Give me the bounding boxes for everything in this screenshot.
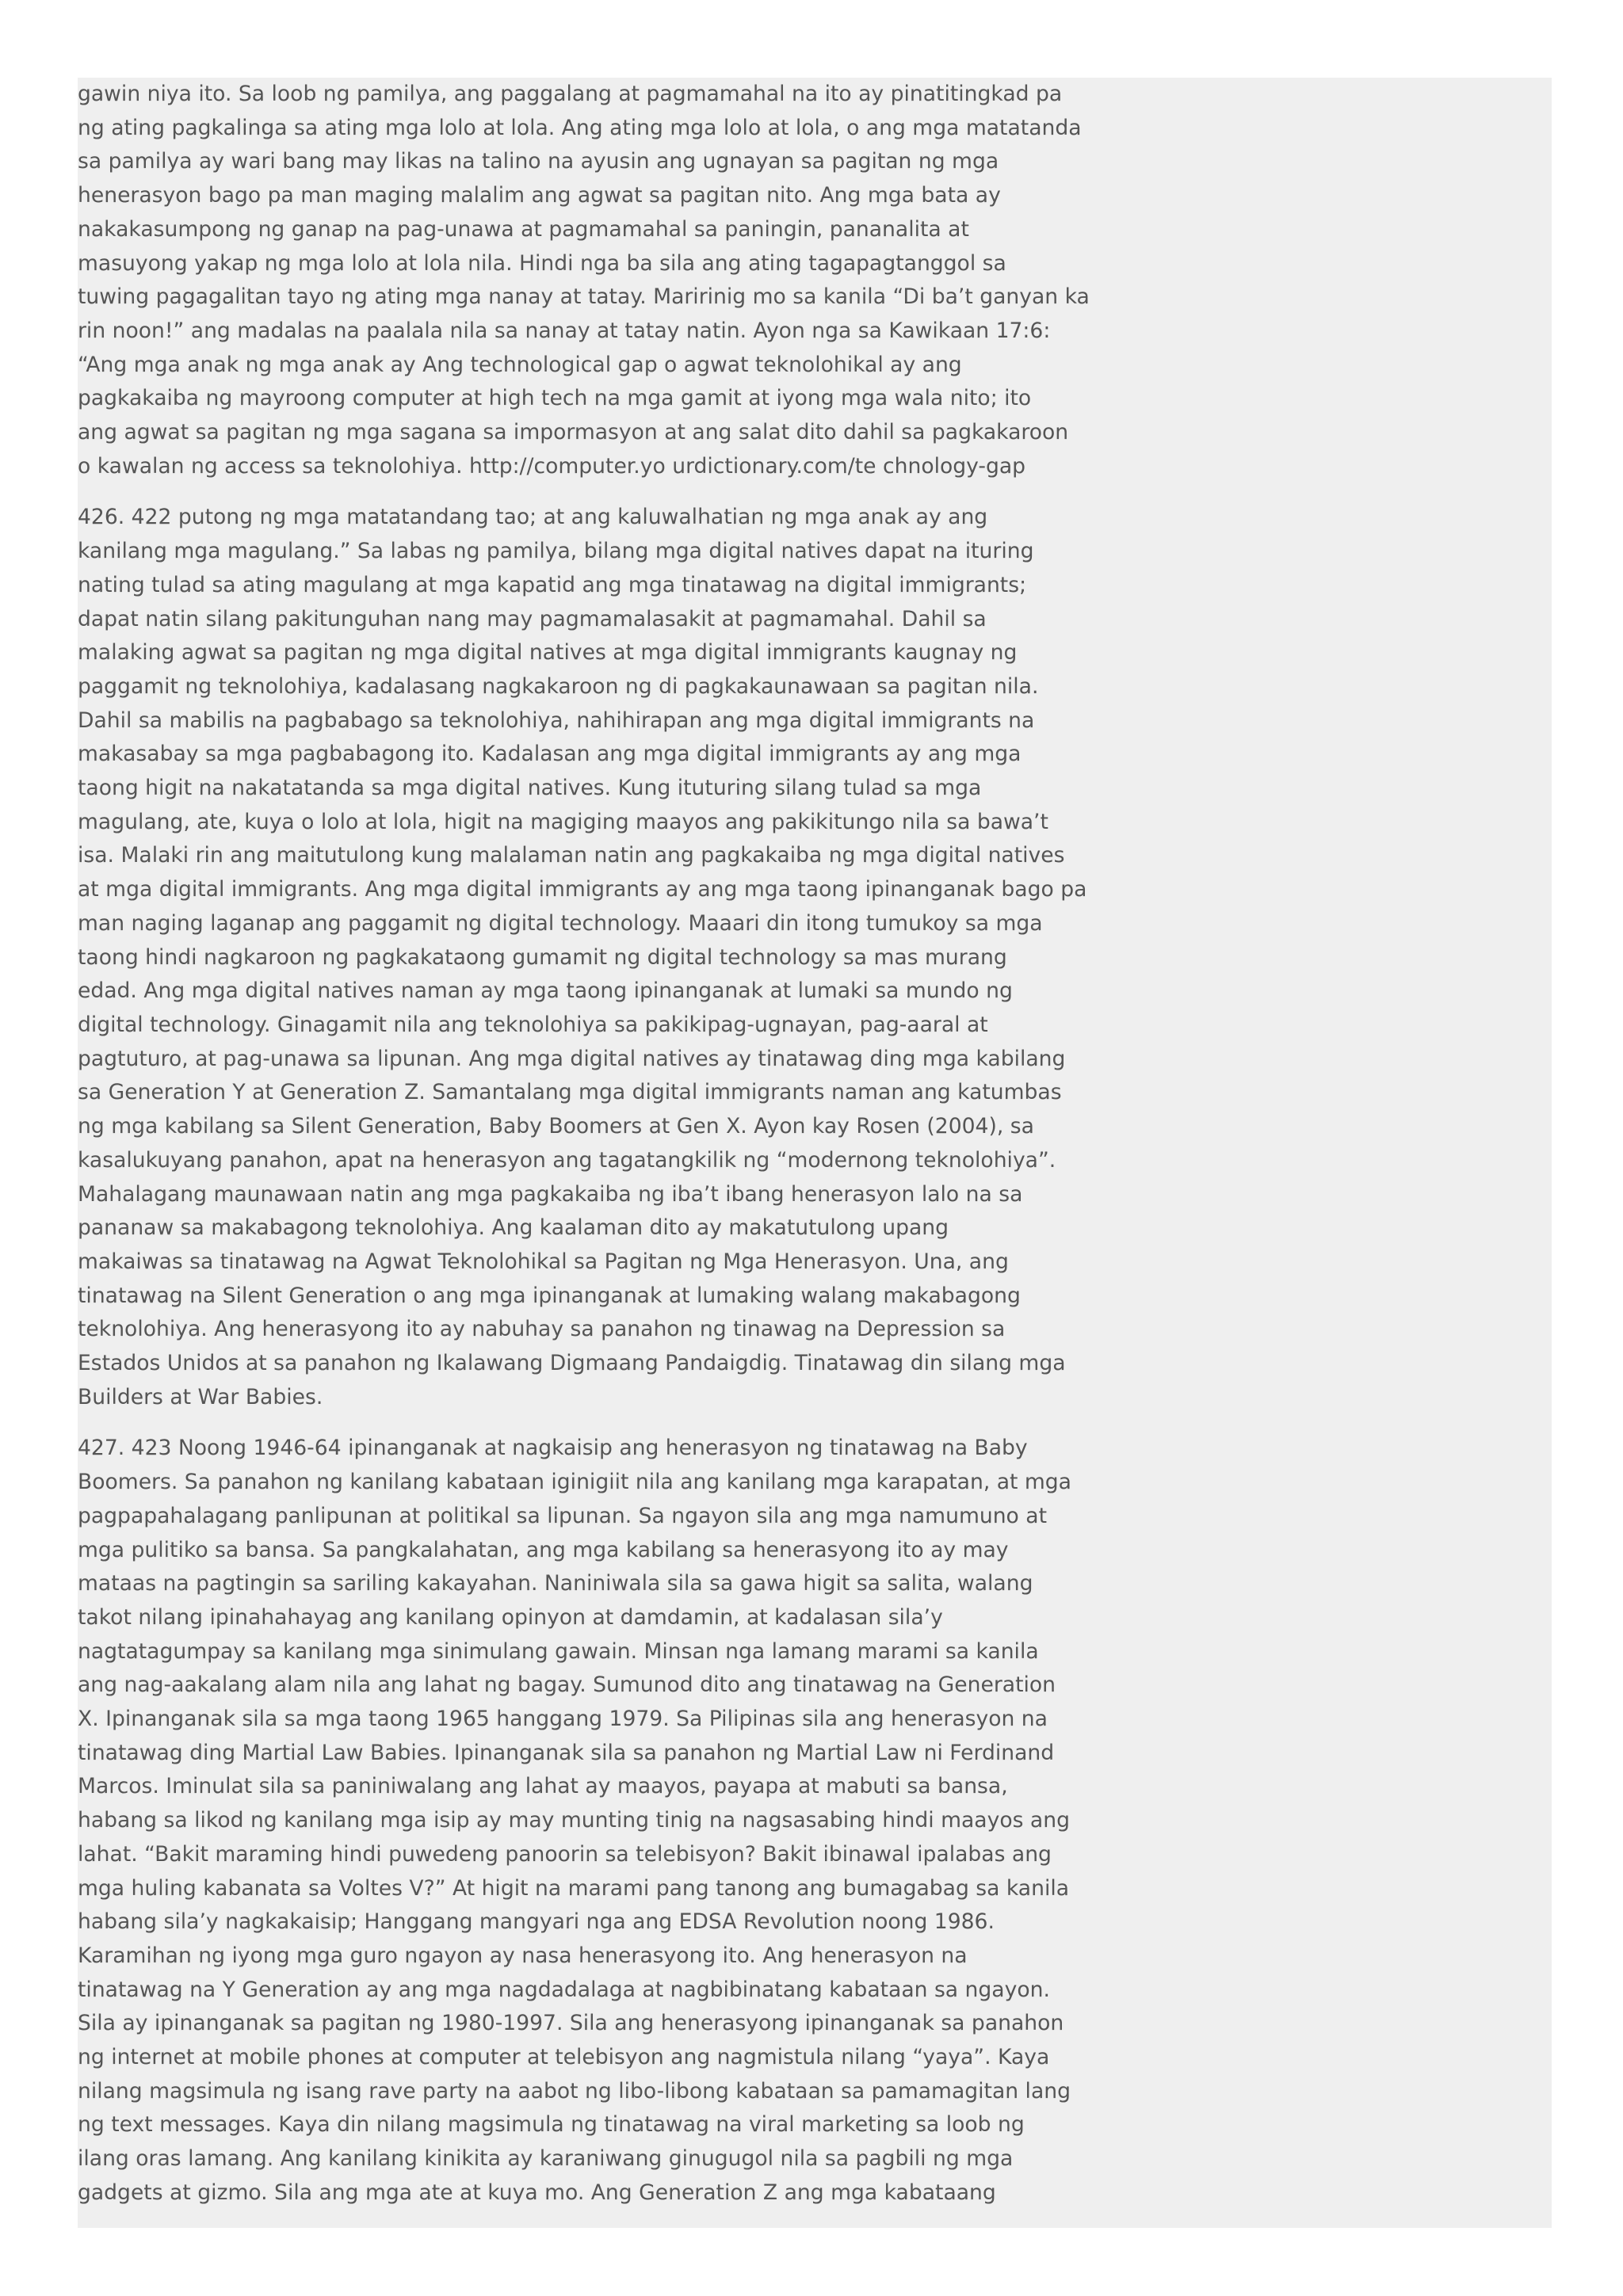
text-line: Sila ay ipinanganak sa pagitan ng 1980-1997. Sila ang henerasyong ipinanganak sa panahon <box>78 2011 1064 2036</box>
text-line: habang sila’y nagkakaisip; Hanggang mangyari nga ang EDSA Revolution noong 1986. <box>78 1909 995 1935</box>
text-line: o kawalan ng access sa teknolohiya. http://computer.yo urdictionary.com/te chnology-gap <box>78 453 1026 479</box>
text-line: masuyong yakap ng mga lolo at lola nila. Hindi nga ba sila ang ating tagapagtanggol sa <box>78 250 1006 276</box>
text-line: pagkakaiba ng mayroong computer at high tech na mga gamit at iyong mga wala nito; ito <box>78 386 1032 411</box>
text-line: dapat natin silang pakitunguhan nang may pagmamalasakit at pagmamahal. Dahil sa <box>78 606 987 631</box>
text-line: ilang oras lamang. Ang kanilang kinikita ay karaniwang ginugugol nila sa pagbili ng mga <box>78 2146 1014 2172</box>
text-line: mataas na pagtingin sa sariling kakayahan. Naniniwala sila sa gawa higit sa salita, walang <box>78 1571 1033 1596</box>
text-line: ng ating pagkalinga sa ating mga lolo at lola. Ang ating mga lolo at lola, o ang mga matatanda <box>78 115 1082 140</box>
text-line: makasabay sa mga pagbabagong ito. Kadalasan ang mga digital immigrants ay ang mga <box>78 742 1022 767</box>
document-body <box>78 78 1090 2228</box>
text-line: gadgets at gizmo. Sila ang mga ate at kuya mo. Ang Generation Z ang mga kabataang <box>78 2180 996 2205</box>
text-line: sa Generation Y at Generation Z. Samantalang mga digital immigrants naman ang katumbas <box>78 1080 1062 1105</box>
text-line: taong hindi nagkaroon ng pagkakataong gumamit ng digital technology sa mas murang <box>78 944 1007 970</box>
text-line: kanilang mga magulang.” Sa labas ng pamilya, bilang mga digital natives dapat na ituring <box>78 539 1034 564</box>
text-line: teknolohiya. Ang henerasyong ito ay nabuhay sa panahon ng tinawag na Depression sa <box>78 1317 1006 1342</box>
text-line: isa. Malaki rin ang maitutulong kung malalaman natin ang pagkakaiba ng mga digital natives <box>78 843 1065 868</box>
text-line: 426. 422 putong ng mga matatandang tao; at ang kaluwalhatian ng mga anak ay ang <box>78 505 988 530</box>
text-line: tinatawag ding Martial Law Babies. Ipinanganak sila sa panahon ng Martial Law ni Ferdinand <box>78 1740 1055 1765</box>
text-line: nating tulad sa ating magulang at mga kapatid ang mga tinatawag na digital immigrants; <box>78 572 1027 597</box>
text-line: magulang, ate, kuya o lolo at lola, higit na magiging maayos ang pakikitungo nila sa bawa’t <box>78 809 1048 834</box>
text-line: gawin niya ito. Sa loob ng pamilya, ang paggalang at pagmamahal na ito ay pinatitingkad pa <box>78 82 1063 106</box>
text-line: ang agwat sa pagitan ng mga sagana sa impormasyon at ang salat dito dahil sa pagkakaroon <box>78 420 1069 445</box>
text-line: at mga digital immigrants. Ang mga digital immigrants ay ang mga taong ipinanganak bago pa <box>78 877 1087 902</box>
text-line: Mahalagang maunawaan natin ang mga pagkakaiba ng iba’t ibang henerasyon lalo na sa <box>78 1181 1023 1207</box>
paragraph <box>78 1432 1071 2210</box>
text-line: tinatawag na Silent Generation o ang mga ipinanganak at lumaking walang makabagong <box>78 1283 1021 1308</box>
text-line: nilang magsimula ng isang rave party na aabot ng libo-libong kabataan sa pamamagitan lang <box>78 2078 1071 2103</box>
text-line: malaking agwat sa pagitan ng mga digital natives at mga digital immigrants kaugnay ng <box>78 640 1018 666</box>
text-line: Karamihan ng iyong mga guro ngayon ay nasa henerasyong ito. Ang henerasyon na <box>78 1943 968 1968</box>
text-line: ng text messages. Kaya din nilang magsimula ng tinatawag na viral marketing sa loob ng <box>78 2112 1025 2138</box>
text-line: edad. Ang mga digital natives naman ay mga taong ipinanganak at lumaki sa mundo ng <box>78 978 1013 1004</box>
text-line: rin noon!” ang madalas na paalala nila sa nanay at tatay natin. Ayon nga sa Kawikaan 17:6: <box>78 318 1051 343</box>
text-line: nakakasumpong ng ganap na pag-unawa at pagmamahal sa paningin, pananalita at <box>78 216 969 242</box>
text-line: paggamit ng teknolohiya, kadalasang nagkakaroon ng di pagkakaunawaan sa pagitan nila. <box>78 673 1039 699</box>
text-line: taong higit na nakatatanda sa mga digital natives. Kung ituturing silang tulad sa mga <box>78 776 982 801</box>
text-line: X. Ipinanganak sila sa mga taong 1965 hanggang 1979. Sa Pilipinas sila ang henerasyon na <box>78 1707 1048 1732</box>
text-line: ng mga kabilang sa Silent Generation, Baby Boomers at Gen X. Ayon kay Rosen (2004), sa <box>78 1114 1034 1139</box>
text-line: takot nilang ipinahahayag ang kanilang opinyon at damdamin, at kadalasan sila’y <box>78 1604 943 1630</box>
text-line: lahat. “Bakit maraming hindi puwedeng panoorin sa telebisyon? Bakit ibinawal ipalabas ang <box>78 1841 1052 1867</box>
text-line: habang sa likod ng kanilang mga isip ay may munting tinig na nagsasabing hindi maayos ang <box>78 1808 1070 1833</box>
text-line: pananaw sa makabagong teknolohiya. Ang kaalaman dito ay makatutulong upang <box>78 1215 949 1241</box>
text-line: man naging laganap ang paggamit ng digital technology. Maaari din itong tumukoy sa mga <box>78 910 1043 936</box>
text-line: ang nag-aakalang alam nila ang lahat ng bagay. Sumunod dito ang tinatawag na Generation <box>78 1672 1056 1698</box>
text-line: pagtuturo, at pag-unawa sa lipunan. Ang mga digital natives ay tinatawag ding mga kabilang <box>78 1046 1066 1071</box>
text-line: Boomers. Sa panahon ng kanilang kabataan iginigiit nila ang kanilang mga karapatan, at mga <box>78 1470 1071 1495</box>
text-line: digital technology. Ginagamit nila ang teknolohiya sa pakikipag-ugnayan, pag-aaral at <box>78 1012 988 1037</box>
paragraph <box>78 501 1087 1414</box>
text-line: mga pulitiko sa bansa. Sa pangkalahatan, ang mga kabilang sa henerasyong ito ay may <box>78 1537 1009 1562</box>
text-line: nagtatagumpay sa kanilang mga sinimulang gawain. Minsan nga lamang marami sa kanila <box>78 1638 1039 1664</box>
text-line: kasalukuyang panahon, apat na henerasyon ang tagatangkilik ng “modernong teknolohiya”. <box>78 1147 1056 1173</box>
text-line: Estados Unidos at sa panahon ng Ikalawang Digmaang Pandaigdig. Tinatawag din silang mga <box>78 1351 1066 1376</box>
text-line: Dahil sa mabilis na pagbabago sa teknolohiya, nahihirapan ang mga digital immigrants na <box>78 707 1035 733</box>
text-line: ng internet at mobile phones at computer at telebisyon ang nagmistula nilang “yaya”. Kaya <box>78 2045 1050 2070</box>
text-line: 427. 423 Noong 1946-64 ipinanganak at nagkaisip ang henerasyon ng tinatawag na Baby <box>78 1436 1028 1461</box>
text-line: makaiwas sa tinatawag na Agwat Teknolohikal sa Pagitan ng Mga Henerasyon. Una, ang <box>78 1249 1009 1274</box>
text-line: Marcos. Iminulat sila sa paniniwalang ang lahat ay maayos, payapa at mabuti sa bansa, <box>78 1774 1008 1799</box>
text-line: tuwing pagagalitan tayo ng ating mga nanay at tatay. Maririnig mo sa kanila “Di ba’t ganyan ka <box>78 284 1090 310</box>
text-line: sa pamilya ay wari bang may likas na talino na ayusin ang ugnayan sa pagitan ng mga <box>78 149 999 174</box>
paragraph <box>78 78 1090 483</box>
text-line: henerasyon bago pa man maging malalim ang agwat sa pagitan nito. Ang mga bata ay <box>78 183 1001 208</box>
text-line: “Ang mga anak ng mga anak ay Ang technological gap o agwat teknolohikal ay ang <box>78 352 962 377</box>
text-line: tinatawag na Y Generation ay ang mga nagdadalaga at nagbibinatang kabataan sa ngayon. <box>78 1977 1050 2002</box>
text-line: mga huling kabanata sa Voltes V?” At higit na marami pang tanong ang bumagabag sa kanila <box>78 1875 1070 1901</box>
text-line: Builders at War Babies. <box>78 1384 323 1409</box>
text-line: pagpapahalagang panlipunan at politikal sa lipunan. Sa ngayon sila ang mga namumuno at <box>78 1503 1048 1528</box>
